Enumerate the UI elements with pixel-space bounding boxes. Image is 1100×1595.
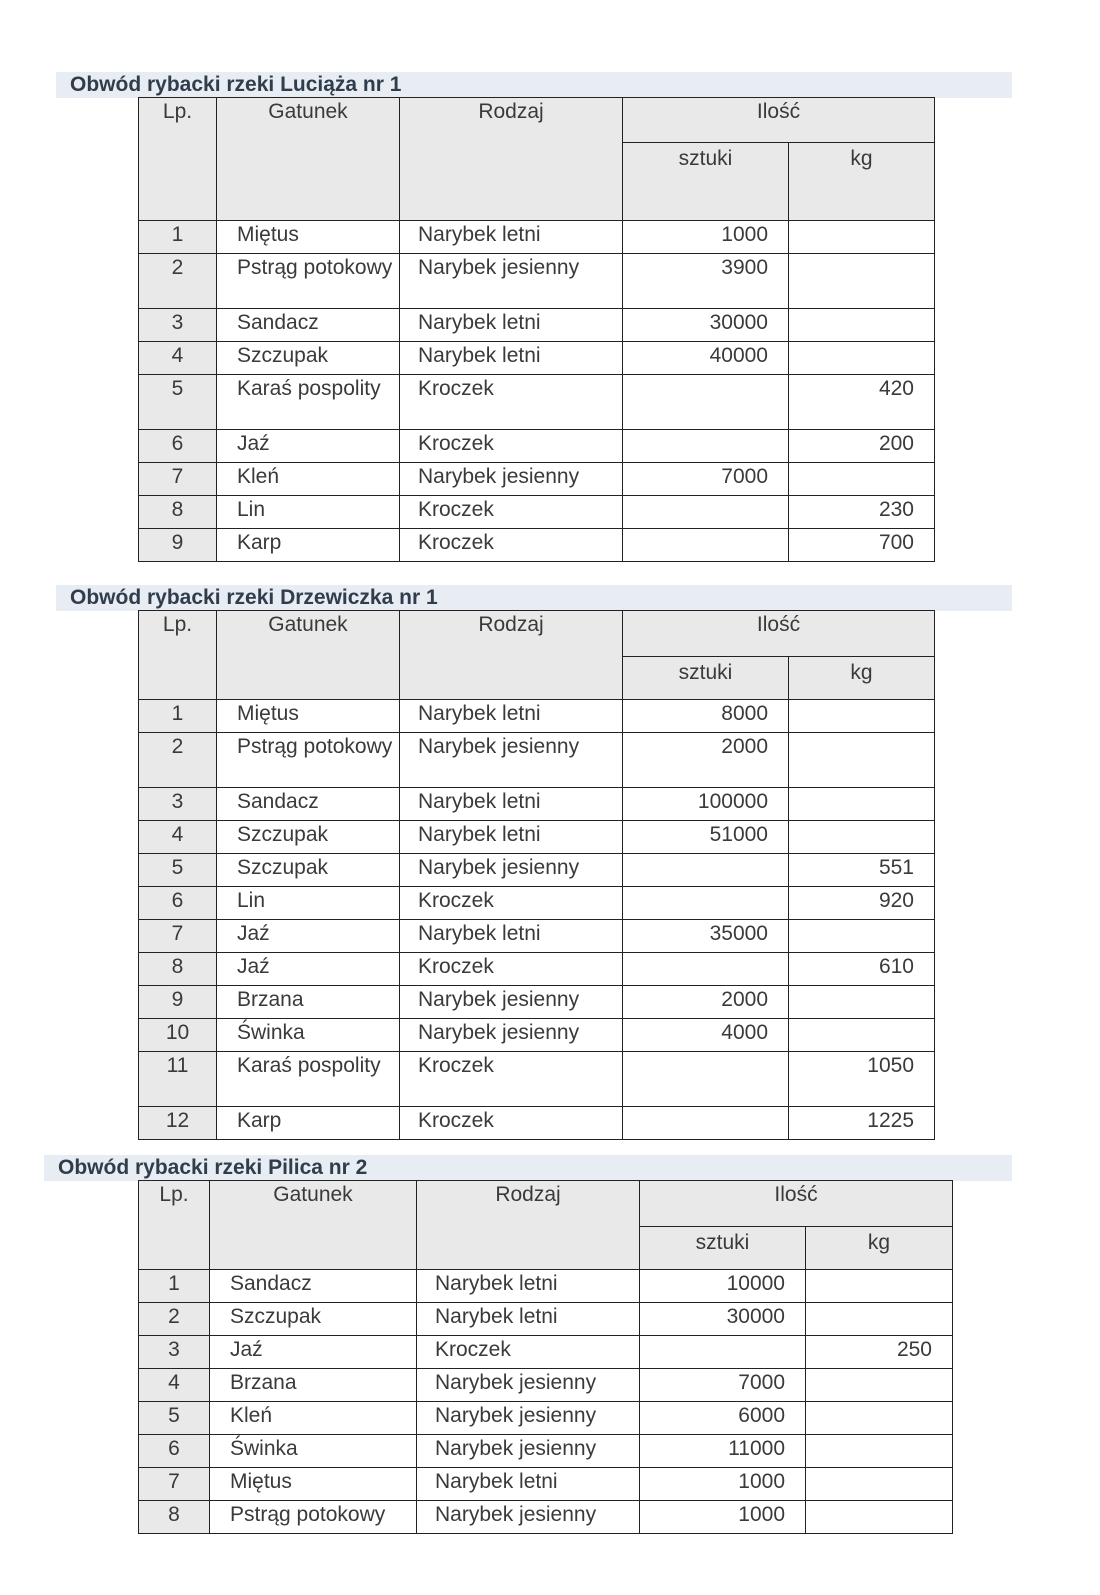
cell-sztuki: 11000 (640, 1435, 806, 1468)
cell-gatunek: Pstrąg potokowy (217, 254, 400, 309)
cell-gatunek: Brzana (210, 1369, 417, 1402)
cell-gatunek: Świnka (210, 1435, 417, 1468)
cell-rodzaj: Kroczek (400, 529, 623, 562)
cell-kg (789, 788, 935, 821)
header-rodzaj: Rodzaj (400, 98, 623, 221)
cell-kg (789, 463, 935, 496)
cell-gatunek: Karp (217, 529, 400, 562)
cell-kg: 1050 (789, 1052, 935, 1107)
section-title: Obwód rybacki rzeki Drzewiczka nr 1 (56, 585, 1012, 611)
table-row (139, 887, 935, 920)
cell-lp: 3 (139, 788, 217, 821)
table-row (139, 1369, 953, 1402)
cell-gatunek: Karaś pospolity (217, 1052, 400, 1107)
cell-sztuki: 51000 (623, 821, 789, 854)
cell-gatunek: Szczupak (217, 854, 400, 887)
cell-rodzaj: Narybek jesienny (417, 1402, 640, 1435)
cell-gatunek: Kleń (217, 463, 400, 496)
cell-rodzaj: Kroczek (400, 1107, 623, 1140)
header-rodzaj: Rodzaj (400, 611, 623, 700)
cell-lp: 11 (139, 1052, 217, 1107)
cell-lp: 4 (139, 1369, 210, 1402)
cell-sztuki (623, 1052, 789, 1107)
header-lp: Lp. (139, 611, 217, 700)
cell-sztuki: 1000 (640, 1501, 806, 1534)
table-row (139, 1019, 935, 1052)
header-sztuki: sztuki (623, 143, 789, 221)
cell-rodzaj: Narybek letni (400, 342, 623, 375)
cell-rodzaj: Narybek jesienny (400, 854, 623, 887)
cell-lp: 2 (139, 1303, 210, 1336)
header-gatunek: Gatunek (217, 611, 400, 700)
cell-lp: 1 (139, 1270, 210, 1303)
cell-lp: 1 (139, 700, 217, 733)
table-row (139, 463, 935, 496)
cell-rodzaj: Narybek letni (417, 1468, 640, 1501)
cell-gatunek: Jaź (217, 430, 400, 463)
cell-sztuki: 7000 (640, 1369, 806, 1402)
table-row (139, 733, 935, 788)
stocking-table (138, 97, 935, 562)
cell-rodzaj: Narybek jesienny (417, 1369, 640, 1402)
cell-sztuki: 8000 (623, 700, 789, 733)
header-sztuki: sztuki (623, 656, 789, 700)
cell-rodzaj: Narybek letni (417, 1270, 640, 1303)
cell-kg (806, 1270, 953, 1303)
cell-sztuki: 30000 (623, 309, 789, 342)
cell-gatunek: Miętus (210, 1468, 417, 1501)
cell-rodzaj: Kroczek (417, 1336, 640, 1369)
cell-gatunek: Pstrąg potokowy (217, 733, 400, 788)
header-gatunek: Gatunek (210, 1181, 417, 1270)
cell-rodzaj: Narybek letni (400, 788, 623, 821)
cell-sztuki (623, 375, 789, 430)
table-row (139, 788, 935, 821)
cell-lp: 2 (139, 733, 217, 788)
table-row (139, 1107, 935, 1140)
cell-kg (806, 1468, 953, 1501)
cell-kg (789, 221, 935, 254)
cell-gatunek: Jaź (217, 953, 400, 986)
cell-kg (806, 1402, 953, 1435)
cell-lp: 3 (139, 1336, 210, 1369)
cell-sztuki (623, 496, 789, 529)
header-kg: kg (789, 656, 935, 700)
cell-gatunek: Karaś pospolity (217, 375, 400, 430)
table-row (139, 920, 935, 953)
header-kg: kg (806, 1226, 953, 1270)
cell-rodzaj: Narybek jesienny (400, 1019, 623, 1052)
cell-kg (806, 1435, 953, 1468)
header-lp: Lp. (139, 98, 217, 221)
cell-sztuki (623, 854, 789, 887)
table-row (139, 496, 935, 529)
header-kg: kg (789, 143, 935, 221)
cell-kg (789, 920, 935, 953)
cell-lp: 8 (139, 953, 217, 986)
cell-rodzaj: Narybek jesienny (417, 1435, 640, 1468)
cell-gatunek: Miętus (217, 700, 400, 733)
cell-lp: 5 (139, 375, 217, 430)
cell-lp: 7 (139, 463, 217, 496)
table-row (139, 854, 935, 887)
cell-gatunek: Sandacz (217, 788, 400, 821)
cell-lp: 12 (139, 1107, 217, 1140)
cell-kg: 551 (789, 854, 935, 887)
table-row (139, 375, 935, 430)
cell-rodzaj: Narybek letni (400, 309, 623, 342)
cell-gatunek: Szczupak (217, 342, 400, 375)
cell-kg: 920 (789, 887, 935, 920)
table-row (139, 1270, 953, 1303)
table-body (139, 700, 935, 1140)
cell-lp: 4 (139, 821, 217, 854)
cell-rodzaj: Kroczek (400, 430, 623, 463)
cell-gatunek: Miętus (217, 221, 400, 254)
table-row (139, 221, 935, 254)
cell-gatunek: Sandacz (217, 309, 400, 342)
cell-sztuki: 2000 (623, 733, 789, 788)
cell-gatunek: Karp (217, 1107, 400, 1140)
cell-kg (789, 700, 935, 733)
section-title: Obwód rybacki rzeki Pilica nr 2 (44, 1155, 1012, 1181)
cell-lp: 5 (139, 854, 217, 887)
cell-gatunek: Kleń (210, 1402, 417, 1435)
table-row (139, 1303, 953, 1336)
cell-kg (806, 1303, 953, 1336)
cell-rodzaj: Kroczek (400, 953, 623, 986)
cell-kg: 230 (789, 496, 935, 529)
cell-kg (789, 821, 935, 854)
cell-sztuki (623, 953, 789, 986)
cell-gatunek: Sandacz (210, 1270, 417, 1303)
cell-rodzaj: Narybek letni (400, 221, 623, 254)
table-row (139, 1435, 953, 1468)
cell-lp: 8 (139, 496, 217, 529)
cell-lp: 9 (139, 986, 217, 1019)
cell-kg (789, 986, 935, 1019)
cell-lp: 7 (139, 920, 217, 953)
header-ilosc: Ilość (623, 611, 935, 657)
cell-lp: 9 (139, 529, 217, 562)
table-row (139, 821, 935, 854)
table-row (139, 1402, 953, 1435)
cell-sztuki: 6000 (640, 1402, 806, 1435)
cell-rodzaj: Narybek letni (400, 920, 623, 953)
cell-gatunek: Lin (217, 496, 400, 529)
cell-kg: 250 (806, 1336, 953, 1369)
cell-gatunek: Pstrąg potokowy (210, 1501, 417, 1534)
cell-sztuki: 40000 (623, 342, 789, 375)
cell-lp: 3 (139, 309, 217, 342)
cell-gatunek: Świnka (217, 1019, 400, 1052)
cell-kg: 1225 (789, 1107, 935, 1140)
table-row (139, 986, 935, 1019)
header-ilosc: Ilość (623, 98, 935, 143)
cell-gatunek: Szczupak (217, 821, 400, 854)
cell-lp: 1 (139, 221, 217, 254)
cell-gatunek: Szczupak (210, 1303, 417, 1336)
cell-kg (806, 1369, 953, 1402)
cell-gatunek: Brzana (217, 986, 400, 1019)
header-sztuki: sztuki (640, 1226, 806, 1270)
cell-gatunek: Jaź (217, 920, 400, 953)
table-row (139, 342, 935, 375)
table-body (139, 1270, 953, 1534)
cell-kg: 610 (789, 953, 935, 986)
cell-lp: 7 (139, 1468, 210, 1501)
cell-kg (789, 254, 935, 309)
cell-kg (789, 309, 935, 342)
header-rodzaj: Rodzaj (417, 1181, 640, 1270)
cell-gatunek: Jaź (210, 1336, 417, 1369)
cell-lp: 6 (139, 430, 217, 463)
table-row (139, 1468, 953, 1501)
cell-sztuki: 2000 (623, 986, 789, 1019)
cell-rodzaj: Kroczek (400, 496, 623, 529)
cell-sztuki: 10000 (640, 1270, 806, 1303)
cell-rodzaj: Narybek jesienny (400, 986, 623, 1019)
cell-kg (806, 1501, 953, 1534)
cell-sztuki: 7000 (623, 463, 789, 496)
cell-lp: 2 (139, 254, 217, 309)
header-ilosc: Ilość (640, 1181, 953, 1227)
cell-kg: 200 (789, 430, 935, 463)
cell-sztuki: 4000 (623, 1019, 789, 1052)
cell-sztuki (623, 887, 789, 920)
table-row (139, 953, 935, 986)
cell-lp: 6 (139, 887, 217, 920)
cell-kg: 700 (789, 529, 935, 562)
cell-sztuki: 3900 (623, 254, 789, 309)
cell-kg (789, 1019, 935, 1052)
cell-sztuki: 35000 (623, 920, 789, 953)
cell-kg: 420 (789, 375, 935, 430)
cell-rodzaj: Narybek jesienny (417, 1501, 640, 1534)
cell-rodzaj: Narybek jesienny (400, 254, 623, 309)
cell-lp: 4 (139, 342, 217, 375)
cell-rodzaj: Kroczek (400, 1052, 623, 1107)
stocking-table (138, 1180, 953, 1534)
table-row (139, 700, 935, 733)
cell-lp: 6 (139, 1435, 210, 1468)
table-row (139, 309, 935, 342)
table-row (139, 1501, 953, 1534)
cell-rodzaj: Narybek jesienny (400, 463, 623, 496)
cell-sztuki: 1000 (640, 1468, 806, 1501)
header-lp: Lp. (139, 1181, 210, 1270)
cell-kg (789, 342, 935, 375)
header-gatunek: Gatunek (217, 98, 400, 221)
cell-sztuki: 1000 (623, 221, 789, 254)
cell-lp: 8 (139, 1501, 210, 1534)
stocking-table (138, 610, 935, 1140)
cell-rodzaj: Narybek jesienny (400, 733, 623, 788)
cell-rodzaj: Narybek letni (417, 1303, 640, 1336)
cell-rodzaj: Narybek letni (400, 700, 623, 733)
cell-sztuki: 30000 (640, 1303, 806, 1336)
table-row (139, 430, 935, 463)
table-body (139, 221, 935, 562)
table-row (139, 1336, 953, 1369)
cell-rodzaj: Kroczek (400, 887, 623, 920)
cell-lp: 10 (139, 1019, 217, 1052)
section-title: Obwód rybacki rzeki Luciąża nr 1 (56, 72, 1012, 98)
cell-kg (789, 733, 935, 788)
cell-sztuki (623, 1107, 789, 1140)
cell-rodzaj: Kroczek (400, 375, 623, 430)
cell-lp: 5 (139, 1402, 210, 1435)
cell-sztuki: 100000 (623, 788, 789, 821)
cell-sztuki (623, 430, 789, 463)
cell-sztuki (623, 529, 789, 562)
table-row (139, 1052, 935, 1107)
cell-gatunek: Lin (217, 887, 400, 920)
table-row (139, 529, 935, 562)
table-row (139, 254, 935, 309)
cell-rodzaj: Narybek letni (400, 821, 623, 854)
cell-sztuki (640, 1336, 806, 1369)
